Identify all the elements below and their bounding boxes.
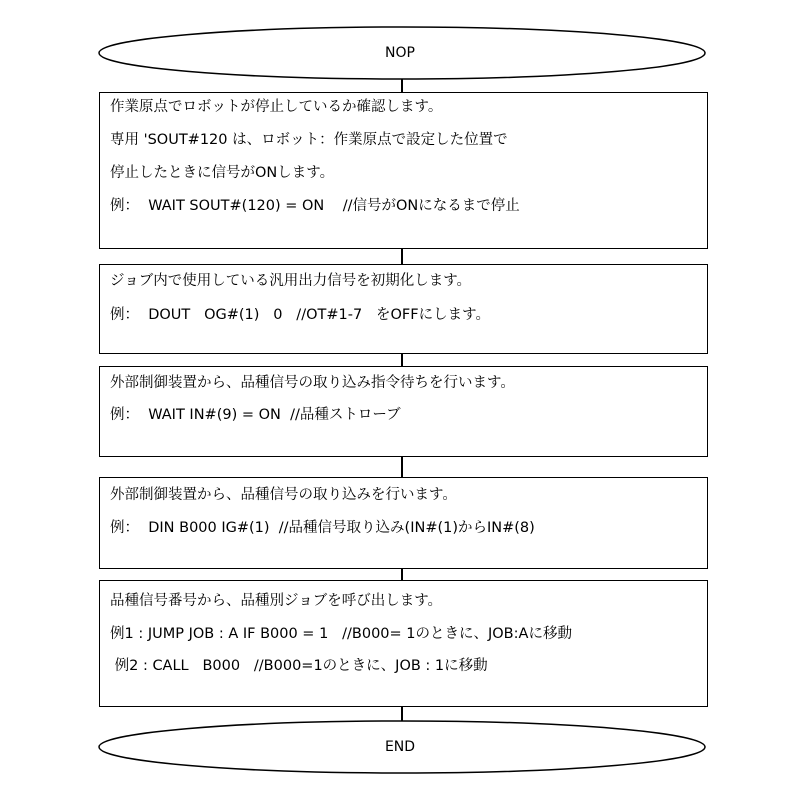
step-text-line: 作業原点でロボットが停止しているか確認します。	[110, 99, 443, 115]
end-label: END	[384, 739, 416, 755]
step-text-line: 停止したときに信号がONします。	[110, 165, 335, 181]
step-example-line: 例： WAIT IN#(9) = ON //品種ストローブ	[110, 407, 401, 423]
step-text-line: 品種信号番号から、品種別ジョブを呼び出します。	[110, 593, 443, 609]
step-text-line: 外部制御装置から、品種信号の取り込みを行います。	[110, 487, 457, 503]
process-box-init-outputs	[99, 264, 708, 354]
step-text-line: 専用 'SOUT#120 は、ロボット：作業原点で設定した位置で	[110, 132, 508, 148]
step-example-line: 例1 : JUMP JOB : A IF B000 = 1 //B000= 1のときに、JOB:Aに移動	[110, 626, 572, 642]
step-example-line: 例2 : CALL B000 //B000=1のときに、JOB : 1に移動	[110, 658, 488, 674]
step-text-line: 外部制御装置から、品種信号の取り込み指令待ちを行います。	[110, 375, 515, 391]
step-text-line: ジョブ内で使用している汎用出力信号を初期化します。	[110, 273, 472, 289]
process-box-check-origin	[99, 92, 708, 249]
start-label: NOP	[385, 45, 415, 61]
process-box-wait-strobe	[99, 366, 708, 457]
process-box-call-job	[99, 580, 708, 707]
step-example-line: 例： DOUT OG#(1) 0 //OT#1-7 をOFFにします。	[110, 307, 490, 323]
step-example-line: 例： WAIT SOUT#(120) = ON //信号がONになるまで停止	[110, 198, 520, 214]
process-box-read-type	[99, 477, 708, 569]
step-example-line: 例： DIN B000 IG#(1) //品種信号取り込み(IN#(1)からIN#(8)	[110, 520, 535, 536]
